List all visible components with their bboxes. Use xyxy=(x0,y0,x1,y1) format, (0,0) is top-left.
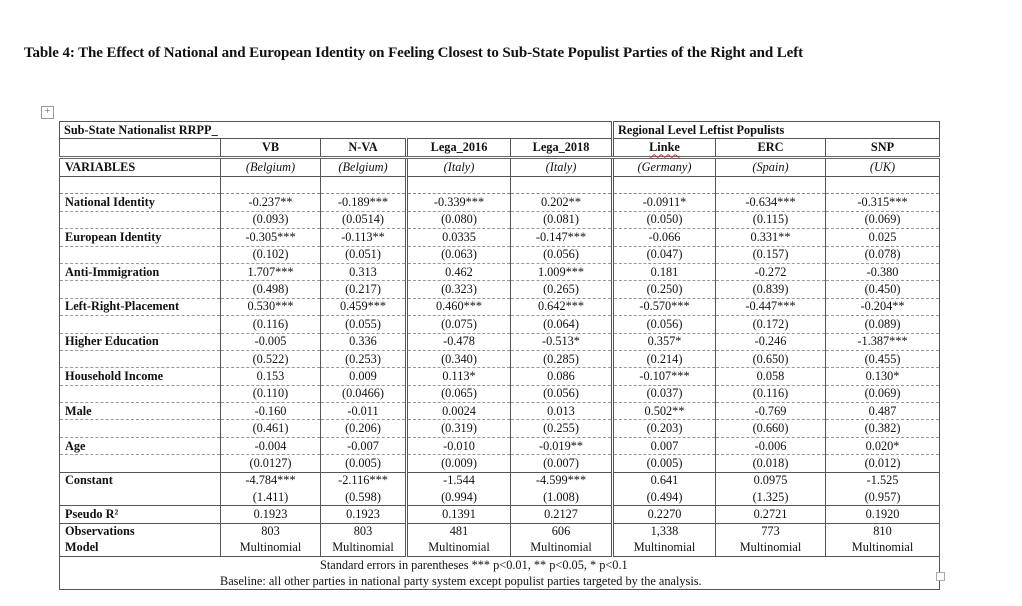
country-vb: (Belgium) xyxy=(221,158,321,177)
pseudo-r2-row-value: 0.2270 xyxy=(613,506,716,523)
col-header-vb: VB xyxy=(221,139,321,158)
se-row xyxy=(60,211,940,228)
se-cell: (0.056) xyxy=(511,385,613,402)
row-label: Left-Right-Placement xyxy=(60,298,221,315)
coef-cell: -1.525 xyxy=(826,472,940,489)
empty-label-cell xyxy=(60,316,221,333)
country-linke: (Germany) xyxy=(613,158,716,177)
se-cell: (0.069) xyxy=(826,211,940,228)
se-cell: (0.250) xyxy=(613,281,716,298)
se-row xyxy=(60,420,940,437)
se-cell: (0.0466) xyxy=(321,385,407,402)
row-label: European Identity xyxy=(60,229,221,246)
model-row xyxy=(60,540,940,557)
observations-row-value: 481 xyxy=(407,523,511,540)
coef-cell: -0.004 xyxy=(221,437,321,454)
se-cell: (0.051) xyxy=(321,246,407,263)
coef-cell: 0.487 xyxy=(826,403,940,420)
variables-label: VARIABLES xyxy=(60,158,221,177)
se-row xyxy=(60,385,940,402)
coef-cell: -0.380 xyxy=(826,263,940,280)
se-cell: (0.319) xyxy=(407,420,511,437)
se-cell: (0.115) xyxy=(716,211,826,228)
coef-row xyxy=(60,263,940,280)
coef-row xyxy=(60,333,940,350)
coef-cell: 0.181 xyxy=(613,263,716,280)
se-cell: (0.110) xyxy=(221,385,321,402)
coef-cell: -0.204** xyxy=(826,298,940,315)
coef-cell: -0.634*** xyxy=(716,194,826,211)
coef-cell: 0.459*** xyxy=(321,298,407,315)
coef-cell: -4.784*** xyxy=(221,472,321,489)
coef-cell: 0.025 xyxy=(826,229,940,246)
se-cell: (0.172) xyxy=(716,316,826,333)
coef-cell: -0.272 xyxy=(716,263,826,280)
coef-cell: -0.237** xyxy=(221,194,321,211)
se-cell: (1.008) xyxy=(511,489,613,506)
se-row xyxy=(60,489,940,506)
se-cell: (0.018) xyxy=(716,455,826,472)
empty-label-cell xyxy=(60,385,221,402)
coef-cell: 0.0335 xyxy=(407,229,511,246)
pseudo-r2-row-value: 0.1391 xyxy=(407,506,511,523)
pseudo-r2-row xyxy=(60,506,940,523)
coef-cell: -0.107*** xyxy=(613,368,716,385)
se-cell: (0.056) xyxy=(613,316,716,333)
col-header-linke xyxy=(613,139,716,158)
coef-cell: -0.113** xyxy=(321,229,407,246)
se-cell: (0.078) xyxy=(826,246,940,263)
table-resize-handle[interactable] xyxy=(936,572,945,581)
se-cell: (0.0514) xyxy=(321,211,407,228)
se-row xyxy=(60,455,940,472)
coef-cell: -0.066 xyxy=(613,229,716,246)
se-cell: (0.056) xyxy=(511,246,613,263)
se-cell: (0.089) xyxy=(826,316,940,333)
coef-row xyxy=(60,194,940,211)
model-row-value: Multinomial xyxy=(321,540,407,557)
coef-cell: 0.502** xyxy=(613,403,716,420)
empty-label-cell xyxy=(60,420,221,437)
coef-cell: -0.570*** xyxy=(613,298,716,315)
se-cell: (0.598) xyxy=(321,489,407,506)
table-move-handle-icon[interactable]: + xyxy=(41,106,54,119)
row-label: Constant xyxy=(60,472,221,489)
se-cell: (0.116) xyxy=(221,316,321,333)
coef-cell: -0.011 xyxy=(321,403,407,420)
notes-row xyxy=(60,556,940,589)
coef-cell: 0.113* xyxy=(407,368,511,385)
coef-cell: -0.019** xyxy=(511,437,613,454)
regression-table xyxy=(59,121,940,590)
coef-cell: -0.006 xyxy=(716,437,826,454)
se-cell: (0.116) xyxy=(716,385,826,402)
model-row-value: Multinomial xyxy=(407,540,511,557)
observations-row-value: 803 xyxy=(321,523,407,540)
se-cell: (0.839) xyxy=(716,281,826,298)
se-cell: (0.498) xyxy=(221,281,321,298)
empty-label-cell xyxy=(60,455,221,472)
se-cell: (0.0127) xyxy=(221,455,321,472)
se-cell: (0.206) xyxy=(321,420,407,437)
se-cell: (0.012) xyxy=(826,455,940,472)
empty-label-cell xyxy=(60,211,221,228)
model-row-value: Multinomial xyxy=(511,540,613,557)
se-cell: (0.063) xyxy=(407,246,511,263)
observations-row-value: 606 xyxy=(511,523,613,540)
se-cell: (0.157) xyxy=(716,246,826,263)
coef-row xyxy=(60,437,940,454)
se-cell: (0.650) xyxy=(716,350,826,367)
model-row-value: Multinomial xyxy=(826,540,940,557)
coef-row xyxy=(60,368,940,385)
coef-row xyxy=(60,229,940,246)
se-cell: (0.494) xyxy=(613,489,716,506)
se-cell: (0.065) xyxy=(407,385,511,402)
coef-cell: 0.641 xyxy=(613,472,716,489)
coef-cell: 0.058 xyxy=(716,368,826,385)
coef-cell: 0.009 xyxy=(321,368,407,385)
model-row-value: Multinomial xyxy=(221,540,321,557)
se-cell: (0.102) xyxy=(221,246,321,263)
coef-cell: -0.513* xyxy=(511,333,613,350)
model-row-value: Multinomial xyxy=(613,540,716,557)
coef-cell: -0.769 xyxy=(716,403,826,420)
pseudo-r2-row-value: 0.1923 xyxy=(221,506,321,523)
coef-cell: 0.460*** xyxy=(407,298,511,315)
row-label: Higher Education xyxy=(60,333,221,350)
se-cell: (0.461) xyxy=(221,420,321,437)
se-cell: (0.203) xyxy=(613,420,716,437)
se-cell: (0.075) xyxy=(407,316,511,333)
significance-note: Standard errors in parentheses *** p<0.01, ** p<0.05, * p<0.1 xyxy=(320,557,628,572)
coef-cell: -0.189*** xyxy=(321,194,407,211)
coef-cell: 0.153 xyxy=(221,368,321,385)
coef-cell: 0.642*** xyxy=(511,298,613,315)
coef-cell: 0.357* xyxy=(613,333,716,350)
pseudo-r2-row-value: 0.1923 xyxy=(321,506,407,523)
model-row-value: Multinomial xyxy=(716,540,826,557)
coef-cell: -2.116*** xyxy=(321,472,407,489)
pseudo-r2-row-value: 0.2127 xyxy=(511,506,613,523)
coef-cell: -0.007 xyxy=(321,437,407,454)
se-cell: (0.253) xyxy=(321,350,407,367)
country-nva: (Belgium) xyxy=(321,158,407,177)
coef-cell: 0.0024 xyxy=(407,403,511,420)
se-row xyxy=(60,246,940,263)
se-cell: (0.214) xyxy=(613,350,716,367)
coef-cell: 0.530*** xyxy=(221,298,321,315)
table-caption: Table 4: The Effect of National and European Identity on Feeling Closest to Sub-State Populist Parties of the Right and Left xyxy=(24,45,804,61)
row-label: Anti-Immigration xyxy=(60,263,221,280)
coef-cell: -1.387*** xyxy=(826,333,940,350)
se-cell: (0.050) xyxy=(613,211,716,228)
coef-row xyxy=(60,298,940,315)
group-right-label: Regional Level Leftist Populists xyxy=(613,122,940,139)
se-row xyxy=(60,350,940,367)
se-cell: (0.064) xyxy=(511,316,613,333)
se-cell: (0.055) xyxy=(321,316,407,333)
coef-cell: 0.313 xyxy=(321,263,407,280)
coef-cell: -0.305*** xyxy=(221,229,321,246)
coef-cell: -0.315*** xyxy=(826,194,940,211)
se-cell: (0.340) xyxy=(407,350,511,367)
se-cell: (1.325) xyxy=(716,489,826,506)
model-row-label: Model xyxy=(60,540,221,557)
pseudo-r2-row-value: 0.2721 xyxy=(716,506,826,523)
coef-cell: 1.707*** xyxy=(221,263,321,280)
se-cell: (0.081) xyxy=(511,211,613,228)
se-cell: (0.957) xyxy=(826,489,940,506)
se-cell: (0.080) xyxy=(407,211,511,228)
se-cell: (0.450) xyxy=(826,281,940,298)
se-cell: (0.265) xyxy=(511,281,613,298)
coef-cell: 0.202** xyxy=(511,194,613,211)
se-cell: (0.285) xyxy=(511,350,613,367)
se-cell: (0.005) xyxy=(613,455,716,472)
coef-cell: -0.0911* xyxy=(613,194,716,211)
se-cell: (1.411) xyxy=(221,489,321,506)
coef-row xyxy=(60,472,940,489)
country-lega2018: (Italy) xyxy=(511,158,613,177)
baseline-note: Baseline: all other parties in national party system except populist parties targeted by the analysis. xyxy=(220,573,702,588)
se-cell: (0.522) xyxy=(221,350,321,367)
observations-row-value: 803 xyxy=(221,523,321,540)
coef-cell: 0.462 xyxy=(407,263,511,280)
country-lega2016: (Italy) xyxy=(407,158,511,177)
coef-cell: -0.478 xyxy=(407,333,511,350)
country-header-row xyxy=(60,158,940,177)
se-cell: (0.217) xyxy=(321,281,407,298)
se-cell: (0.047) xyxy=(613,246,716,263)
se-cell: (0.037) xyxy=(613,385,716,402)
se-cell: (0.323) xyxy=(407,281,511,298)
se-cell: (0.007) xyxy=(511,455,613,472)
coef-cell: -0.160 xyxy=(221,403,321,420)
country-erc: (Spain) xyxy=(716,158,826,177)
se-row xyxy=(60,281,940,298)
col-header-nva: N-VA xyxy=(321,139,407,158)
se-cell: (0.009) xyxy=(407,455,511,472)
empty-label-cell xyxy=(60,246,221,263)
observations-row-label: Observations xyxy=(60,523,221,540)
pseudo-r2-row-value: 0.1920 xyxy=(826,506,940,523)
coef-cell: 0.086 xyxy=(511,368,613,385)
observations-row-value: 773 xyxy=(716,523,826,540)
empty-label-cell xyxy=(60,281,221,298)
observations-row xyxy=(60,523,940,540)
row-label: Age xyxy=(60,437,221,454)
se-cell: (0.660) xyxy=(716,420,826,437)
se-cell: (0.382) xyxy=(826,420,940,437)
coef-cell: -4.599*** xyxy=(511,472,613,489)
row-label: Male xyxy=(60,403,221,420)
coef-cell: 0.007 xyxy=(613,437,716,454)
se-cell: (0.005) xyxy=(321,455,407,472)
se-cell: (0.455) xyxy=(826,350,940,367)
se-cell: (0.069) xyxy=(826,385,940,402)
se-cell: (0.255) xyxy=(511,420,613,437)
coef-cell: -0.339*** xyxy=(407,194,511,211)
coef-cell: 0.331** xyxy=(716,229,826,246)
col-header-erc: ERC xyxy=(716,139,826,158)
notes-cell xyxy=(60,556,940,589)
coef-cell: 0.013 xyxy=(511,403,613,420)
coef-cell: -0.010 xyxy=(407,437,511,454)
spacer-row xyxy=(60,177,940,194)
row-label: Household Income xyxy=(60,368,221,385)
coef-cell: -0.147*** xyxy=(511,229,613,246)
coef-cell: 0.020* xyxy=(826,437,940,454)
coef-cell: -0.005 xyxy=(221,333,321,350)
coef-cell: -0.447*** xyxy=(716,298,826,315)
coef-cell: 0.336 xyxy=(321,333,407,350)
row-label: National Identity xyxy=(60,194,221,211)
coef-cell: -1.544 xyxy=(407,472,511,489)
group-header-row xyxy=(60,122,940,139)
coef-cell: 1.009*** xyxy=(511,263,613,280)
se-cell: (0.994) xyxy=(407,489,511,506)
col-header-snp: SNP xyxy=(826,139,940,158)
group-left-label: Sub-State Nationalist RRPP_ xyxy=(60,122,613,139)
country-snp: (UK) xyxy=(826,158,940,177)
se-cell: (0.093) xyxy=(221,211,321,228)
observations-row-value: 1,338 xyxy=(613,523,716,540)
col-header-lega2018: Lega_2018 xyxy=(511,139,613,158)
empty-header-cell xyxy=(60,139,221,158)
observations-row-value: 810 xyxy=(826,523,940,540)
pseudo-r2-row-label: Pseudo R² xyxy=(60,506,221,523)
coef-cell: -0.246 xyxy=(716,333,826,350)
coef-row xyxy=(60,403,940,420)
linke-spellcheck-text: Linke xyxy=(649,140,680,155)
coef-cell: 0.0975 xyxy=(716,472,826,489)
coef-cell: 0.130* xyxy=(826,368,940,385)
se-row xyxy=(60,316,940,333)
empty-label-cell xyxy=(60,489,221,506)
col-header-lega2016: Lega_2016 xyxy=(407,139,511,158)
party-header-row xyxy=(60,139,940,158)
empty-label-cell xyxy=(60,350,221,367)
